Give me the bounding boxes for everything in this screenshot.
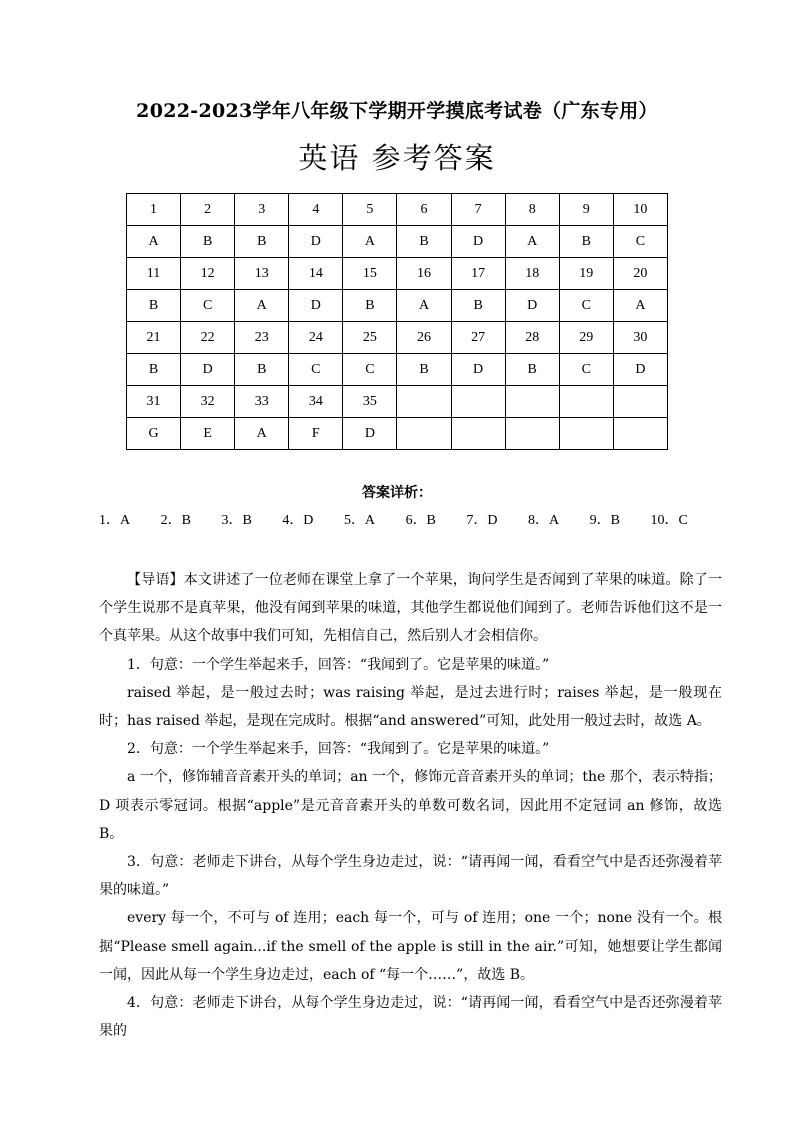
answer-letter-cell: C: [289, 354, 343, 386]
question-sentence: 4．句意：老师走下讲台，从每个学生身边走过，说：“请再闻一闻，看看空气中是否还弥漫着苹果的: [99, 995, 722, 1040]
quick-answer: 6．B: [405, 513, 436, 528]
question-number-cell: 11: [127, 258, 181, 290]
question-number-cell: 15: [343, 258, 397, 290]
answer-letter-cell: D: [343, 418, 397, 450]
answer-letter-cell: B: [559, 226, 613, 258]
question-number-cell: 8: [505, 194, 559, 226]
answer-letter-cell: D: [613, 354, 667, 386]
answer-letter-cell: [613, 418, 667, 450]
answer-table-row: [127, 386, 668, 418]
quick-answer: 10．C: [650, 513, 688, 528]
question-number-cell: 21: [127, 322, 181, 354]
answer-letter-cell: B: [397, 354, 451, 386]
question-number-cell: 14: [289, 258, 343, 290]
answer-letter-cell: F: [289, 418, 343, 450]
question-number-cell: 10: [613, 194, 667, 226]
quick-answer: 9．B: [589, 513, 620, 528]
question-number-cell: 32: [181, 386, 235, 418]
question-number-cell: 28: [505, 322, 559, 354]
answer-letter-cell: A: [127, 226, 181, 258]
question-number-cell: 29: [559, 322, 613, 354]
answer-letter-cell: D: [505, 290, 559, 322]
answer-table: [126, 193, 668, 450]
question-sentence: 1．句意：一个学生举起来手，回答：“我闻到了。它是苹果的味道。”: [127, 656, 550, 673]
quick-answer: 2．B: [160, 513, 191, 528]
question-number-cell: 13: [235, 258, 289, 290]
answer-table-row: [127, 418, 668, 450]
question-number-cell: 25: [343, 322, 397, 354]
quick-answers-row: [99, 509, 699, 529]
answer-letter-cell: B: [505, 354, 559, 386]
question-number-cell: 1: [127, 194, 181, 226]
answer-table-row: [127, 194, 668, 226]
page-subtitle: 英语 参考答案: [298, 141, 496, 175]
details-heading: 答案详析：: [362, 485, 432, 501]
question-number-cell: 4: [289, 194, 343, 226]
question-number-cell: 16: [397, 258, 451, 290]
question-number-cell: 23: [235, 322, 289, 354]
answer-letter-cell: E: [181, 418, 235, 450]
answer-letter-cell: C: [181, 290, 235, 322]
question-number-cell: 7: [451, 194, 505, 226]
answer-letter-cell: B: [235, 226, 289, 258]
answer-letter-cell: C: [613, 226, 667, 258]
quick-answer: 7．D: [466, 513, 498, 528]
question-number-cell: 24: [289, 322, 343, 354]
quick-answer: 1．A: [99, 513, 131, 528]
answer-letter-cell: B: [181, 226, 235, 258]
answer-letter-cell: B: [451, 290, 505, 322]
answer-letter-cell: D: [289, 290, 343, 322]
question-number-cell: 12: [181, 258, 235, 290]
question-number-cell: 17: [451, 258, 505, 290]
answer-letter-cell: D: [451, 226, 505, 258]
quick-answer: 3．B: [221, 513, 252, 528]
answer-letter-cell: A: [235, 290, 289, 322]
quick-answer: 5．A: [343, 513, 376, 528]
question-number-cell: 2: [181, 194, 235, 226]
question-number-cell: 35: [343, 386, 397, 418]
question-number-cell: [505, 386, 559, 418]
answer-letter-cell: G: [127, 418, 181, 450]
answer-table-row: [127, 322, 668, 354]
question-number-cell: [451, 386, 505, 418]
answer-letter-cell: B: [235, 354, 289, 386]
answer-letter-cell: A: [613, 290, 667, 322]
explanation-paragraph: raised 举起，是一般过去时；was raising 举起，是过去进行时；raises 举起，是一般现在时；has raised 举起，是现在完成时。根据“and answered”可知，此处用一般过去时，故选 A。: [99, 684, 722, 730]
answer-letter-cell: D: [181, 354, 235, 386]
question-number-cell: 19: [559, 258, 613, 290]
intro-paragraph: 【导语】本文讲述了一位老师在课堂上拿了一个苹果，询问学生是否闻到了苹果的味道。除了一个学生说那不是真苹果，他没有闻到苹果的味道，其他学生都说他们闻到了。老师告诉他们这不是一个真苹果。从这个故事中我们可知，先相信自己，然后别人才会相信你。: [99, 572, 722, 645]
answer-letter-cell: C: [343, 354, 397, 386]
answer-table-row: [127, 290, 668, 322]
answer-letter-cell: B: [397, 226, 451, 258]
answer-letter-cell: A: [397, 290, 451, 322]
answer-letter-cell: A: [343, 226, 397, 258]
answer-letter-cell: D: [451, 354, 505, 386]
answer-letter-cell: C: [559, 290, 613, 322]
answer-letter-cell: [451, 418, 505, 450]
question-number-cell: 27: [451, 322, 505, 354]
quick-answer: 8．A: [528, 513, 560, 528]
question-number-cell: 6: [397, 194, 451, 226]
answer-table-row: [127, 258, 668, 290]
question-number-cell: 18: [505, 258, 559, 290]
explanation-paragraph: a 一个，修饰辅音音素开头的单词；an 一个，修饰元音音素开头的单词；the 那个，表示特指；D 项表示零冠词。根据“apple”是元音音素开头的单数可数名词，因此用不定冠词 an 修饰，故选 B。: [99, 769, 722, 842]
explanation-paragraph: every 每一个，不可与 of 连用；each 每一个，可与 of 连用；one 一个；none 没有一个。根据“Please smell again...if the smell of the apple is still in the air.”可知，她想要让学生都闻一闻，因此从每一个学生身边走过，each of “每一个……”，故选 B。: [99, 910, 722, 983]
answer-letter-cell: D: [289, 226, 343, 258]
answer-letter-cell: A: [235, 418, 289, 450]
answer-letter-cell: B: [343, 290, 397, 322]
answer-letter-cell: B: [127, 354, 181, 386]
question-number-cell: 33: [235, 386, 289, 418]
answer-table-row: [127, 354, 668, 386]
question-number-cell: 5: [343, 194, 397, 226]
quick-answer: 4．D: [282, 513, 314, 528]
answer-table-row: [127, 226, 668, 258]
question-number-cell: [559, 386, 613, 418]
answer-letter-cell: [559, 418, 613, 450]
answer-letter-cell: [397, 418, 451, 450]
question-sentence: 2．句意：一个学生举起来手，回答：“我闻到了。它是苹果的味道。”: [127, 741, 550, 758]
question-number-cell: 3: [235, 194, 289, 226]
answer-letter-cell: C: [559, 354, 613, 386]
question-number-cell: 9: [559, 194, 613, 226]
answer-letter-cell: A: [505, 226, 559, 258]
question-number-cell: [613, 386, 667, 418]
question-number-cell: 31: [127, 386, 181, 418]
answer-letter-cell: B: [127, 290, 181, 322]
question-number-cell: 26: [397, 322, 451, 354]
question-number-cell: 34: [289, 386, 343, 418]
question-number-cell: 20: [613, 258, 667, 290]
question-number-cell: 30: [613, 322, 667, 354]
question-number-cell: [397, 386, 451, 418]
question-number-cell: 22: [181, 322, 235, 354]
explanation-body: [99, 566, 722, 1045]
page-title: 2022-2023学年八年级下学期开学摸底考试卷（广东专用）: [136, 100, 658, 122]
question-sentence: 3．句意：老师走下讲台，从每个学生身边走过，说：“请再闻一闻，看看空气中是否还弥漫着苹果的味道。”: [99, 854, 722, 899]
answer-letter-cell: [505, 418, 559, 450]
